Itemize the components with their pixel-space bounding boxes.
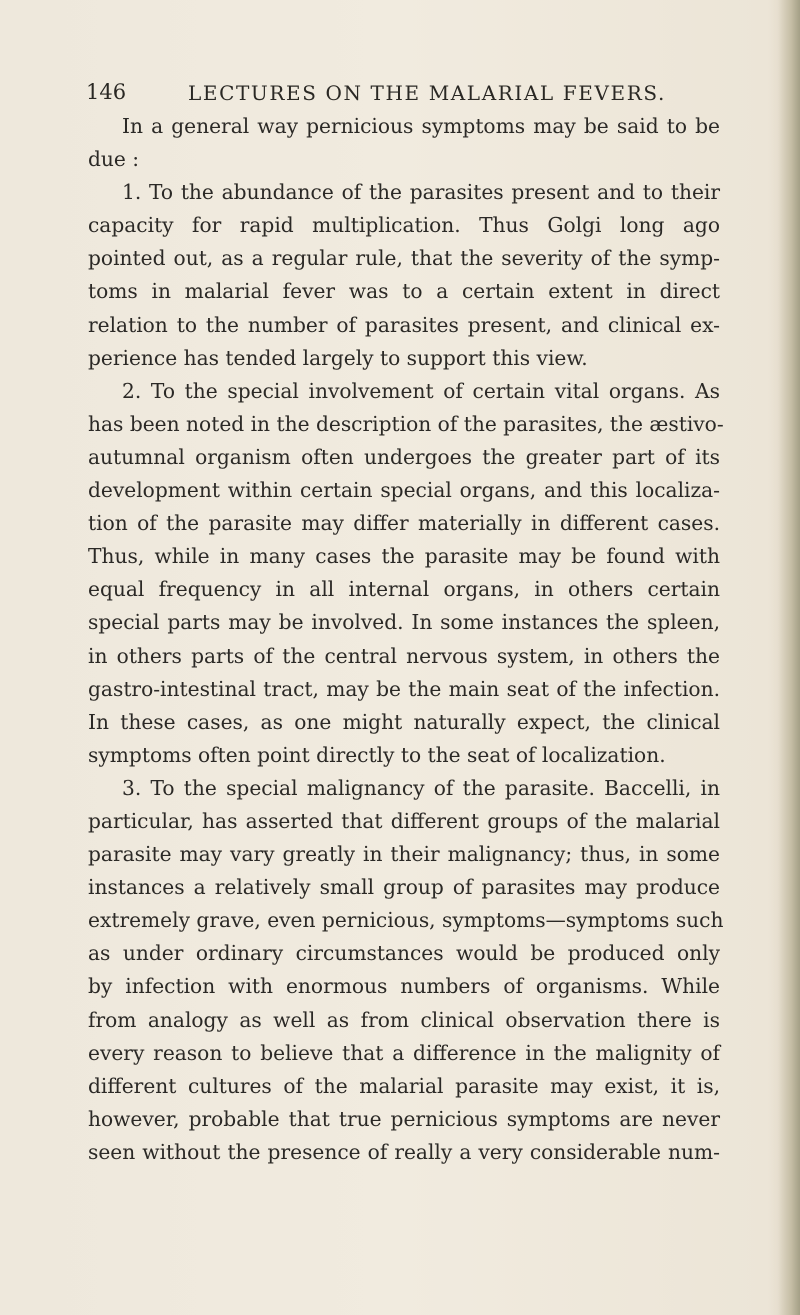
- text-line: In a general way pernicious symptoms may be said to be: [122, 114, 720, 138]
- text-line: Thus, while in many cases the parasite may be found with: [88, 544, 720, 569]
- text-line: seen without the presence of really a very considerable num-: [88, 1139, 720, 1164]
- text-line: different cultures of the malarial parasite may exist, it is,: [88, 1073, 720, 1098]
- text-line: toms in malarial fever was to a certain extent in direct: [88, 279, 720, 304]
- text-line: from analogy as well as from clinical observation there is: [88, 1007, 720, 1032]
- text-line: as under ordinary circumstances would be produced only: [88, 941, 720, 966]
- text-line: capacity for rapid multiplication. Thus Golgi long ago: [88, 213, 720, 238]
- text-line: 1. To the abundance of the parasites present and to their: [122, 180, 720, 205]
- text-line: particular, has asserted that different groups of the malarial: [88, 808, 720, 833]
- page-edge-shadow: [778, 0, 800, 1315]
- text-line: development within certain special organs, and this localiza-: [88, 478, 720, 503]
- text-line: every reason to believe that a difference in the malignity of: [88, 1040, 720, 1065]
- text-line: special parts may be involved. In some instances the spleen,: [88, 610, 720, 635]
- text-line: tion of the parasite may differ materially in different cases.: [88, 511, 720, 536]
- text-line: In these cases, as one might naturally expect, the clinical: [88, 709, 720, 734]
- running-title: LECTURES ON THE MALARIAL FEVERS.: [188, 81, 666, 105]
- text-line: instances a relatively small group of parasites may produce: [88, 875, 720, 900]
- text-line: due :: [88, 147, 140, 172]
- text-line: pointed out, as a regular rule, that the severity of the symp-: [88, 246, 720, 271]
- text-line: gastro-intestinal tract, may be the main seat of the infection.: [88, 676, 720, 701]
- text-line: has been noted in the description of the parasites, the æstivo-: [88, 411, 724, 436]
- body-text: [88, 110, 724, 1169]
- text-line: symptoms often point directly to the seat of localization.: [88, 742, 666, 767]
- text-line: perience has tended largely to support this view.: [88, 345, 588, 370]
- page-header: [86, 76, 746, 112]
- text-line: parasite may vary greatly in their malignancy; thus, in some: [88, 842, 720, 867]
- text-line: autumnal organism often undergoes the greater part of its: [88, 444, 720, 469]
- text-line: extremely grave, even pernicious, symptoms—symptoms such: [88, 908, 724, 933]
- page-number: 146: [86, 80, 127, 104]
- text-line: equal frequency in all internal organs, in others certain: [88, 577, 720, 602]
- text-line: however, probable that true pernicious symptoms are never: [88, 1106, 720, 1131]
- text-line: in others parts of the central nervous system, in others the: [88, 643, 720, 668]
- text-line: relation to the number of parasites present, and clinical ex-: [88, 312, 720, 337]
- text-line: 3. To the special malignancy of the parasite. Baccelli, in: [122, 775, 720, 800]
- text-line: by infection with enormous numbers of organisms. While: [88, 974, 720, 999]
- text-line: 2. To the special involvement of certain vital organs. As: [122, 378, 720, 403]
